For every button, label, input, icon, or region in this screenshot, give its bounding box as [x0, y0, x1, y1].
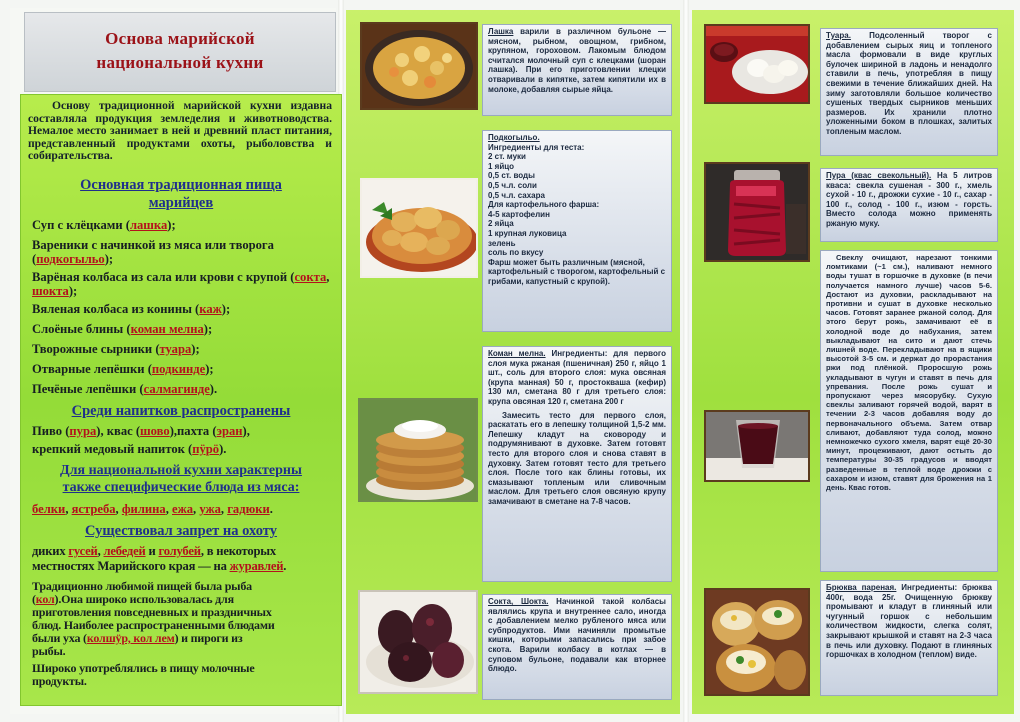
intro-paragraph: Основу традиционной марийской кухни издавна составляла продукция земледелия и животноводства. Немалое место занимает в ней и древний пласт питания, представленный продуктами охоты, рыболовства и собирательства.: [28, 99, 332, 162]
panel-recipes-2: [692, 10, 1014, 714]
recipe-sokta: [482, 594, 672, 700]
meat-name: белки: [32, 502, 66, 516]
meat-name: филина: [121, 502, 166, 516]
dish-line-soup: Суп с клёцками (лашка);: [32, 218, 176, 232]
recipe-podkogylo: [482, 130, 672, 332]
recipe-podkogylo-title: Подкогыльо.: [488, 133, 540, 142]
recipe-line: 0,5 ч.л. сахара: [488, 190, 545, 200]
recipe-bryukva: [820, 580, 998, 696]
fold-line-right: [683, 0, 689, 722]
recipe-tuara-title: Туара.: [826, 31, 851, 40]
meat-list: белки, ястреба, филина, ежа, ужа, гадюки.: [32, 502, 273, 516]
recipe-koman-melna-title: Коман мелна.: [488, 349, 546, 358]
pancake-stack-icon: [360, 400, 478, 502]
fish-paragraph: Традиционно любимой пищей была рыба (кол).Она широко использовалась для приготовления повседневных и праздничных блюд. Наиболее распространенными блюдами были уха (колшӱр, кол лем) и пироги из рыбы.: [32, 579, 275, 658]
heading-drinks: Среди напитков распространены: [71, 403, 291, 419]
recipe-lashka-text: варили в различном бульоне — мясном, рыбном, овощном, грибном, крупяном, гороховом. Лакомым блюдом считался молочный суп с клецками (шоран лашка). При его приготовлении клецки отваривали в кипятке, затем кипятили их в молоке, добавляя сырые яйца.: [488, 27, 666, 94]
recipe-pura-title: Пура (квас свекольный).: [826, 171, 932, 180]
photo-pura-jar: [704, 162, 810, 262]
photo-koman-melna: [358, 398, 478, 502]
drinks-line-2: крепкий медовый напиток (пӱрӧ).: [32, 442, 227, 456]
recipe-line: 2 ст. муки: [488, 152, 526, 162]
meat-name: ужа: [199, 502, 221, 516]
recipe-koman-melna: [482, 346, 672, 582]
photo-tuara: [704, 24, 810, 104]
ban-line-2: местностях Марийского края — на журавлей.: [32, 559, 287, 573]
drink-name-pura: пура: [69, 424, 97, 438]
stuffed-rutabaga-icon: [706, 590, 808, 694]
fish-soup-names: колшӱр, кол лем: [86, 631, 175, 645]
dish-name-kazh: каж: [199, 302, 222, 316]
heading-main-food: [30, 176, 332, 212]
dish-name-tuara: туара: [159, 342, 192, 356]
heading-hunting-ban: Существовал запрет на охоту: [85, 523, 277, 539]
recipe-bryukva-text: Ингредиенты: брюква 400г, вода 25г. Очищенную брюкву промывают и кладут в глиняный или чугунный горшок с небольшим количеством жидкости, слегка солят, закрывают крышкой и ставят на 2-3 часа в печь или духовку. Подают в глиняных горшочках в холодном (теплом) виде.: [826, 583, 993, 660]
soup-pot-icon: [362, 24, 476, 108]
dish-line-bliny: Слоёные блины (коман мелна);: [32, 322, 213, 336]
dish-name-salmaginde: салмагинде: [143, 382, 210, 396]
heading-main-food-line1: Основная традиционная пища: [80, 177, 282, 193]
dish-line-kolbasa: Варёная колбаса из сала или крови с крупой (сокта, шокта);: [32, 270, 330, 298]
dish-line-syrniki: Творожные сырники (туара);: [32, 342, 200, 356]
drink-name-shovo: шово: [140, 424, 170, 438]
recipe-koman-melna-method: Замесить тесто для первого слоя, раскатать его в лепешку толщиной 1,5-2 мм. Лепешку кладут на сковороду и подрумянивают в духовке. Затем готовят тесто для второго слоя и снова ставят в духовку. Затем готовят тесто для третьего слоя. После того как блины готовы, их смазывают топленым или сливочным маслом. Для третьего слоя овсяную крупу замачивают в сметане на 7-8 часов.: [488, 410, 666, 506]
photo-kvas-glass: [704, 410, 810, 482]
recipe-pura-method: [820, 250, 998, 572]
photo-sokta: [358, 590, 478, 694]
drink-name-eran: эран: [216, 424, 243, 438]
heading-meat-line1: Для национальной кухни характерны: [60, 463, 302, 478]
dish-line-kazh: Вяленая колбаса из конины (каж);: [32, 302, 231, 316]
recipe-koman-melna-ingredients: Ингредиенты: для первого слоя мука ржаная (пшеничная) 250 г, яйцо 1 шт., соль для второго слоя: мука овсяная (крупа манная) 50 г, простоквашa (кефир) 130 мл, сметана 80 г для третьего слоя: крупа овсяная 120 г, сметана 200 г: [488, 349, 666, 406]
recipe-line: соль по вкусу: [488, 248, 544, 258]
recipe-bryukva-title: Брюква пареная.: [826, 583, 897, 592]
recipe-line: 1 яйцо: [488, 161, 515, 171]
sausage-icon: [360, 592, 478, 694]
recipe-sokta-title: Сокта, Шокта.: [488, 597, 549, 606]
bird-name-gusi: гусей: [68, 544, 98, 558]
ban-line-1: диких гусей, лебедей и голубей, в некоторых: [32, 544, 276, 558]
dish-name-podkogylo: подкогыльо: [36, 252, 105, 266]
drink-name-pyro: пӱрӧ: [192, 442, 220, 456]
recipe-line: 1 крупная луковица: [488, 228, 567, 238]
meat-name: ежа: [172, 502, 194, 516]
recipe-sokta-text: Начинкой такой колбасы являлись крупа и внутреннее сало, иногда с добавлением мелко рубленого мяса или субпродуктов. Ими начиняли промытые кишки, которыми запасались при забое скота. Варили колбасу в котлах — в суповом бульоне, подавали как вторнее блюдо.: [488, 597, 666, 674]
fish-name-kol: кол: [35, 592, 55, 606]
dish-name-koman-melna: коман мелна: [130, 322, 204, 336]
dish-line-podkinde: Отварные лепёшки (подкинде);: [32, 362, 214, 376]
dish-name-shokta: шокта: [32, 284, 69, 298]
bird-name-golubi: голубей: [158, 544, 201, 558]
dairy-paragraph: Широко употреблялись в пищу молочные продукты.: [32, 661, 255, 688]
recipe-pura-text: На 5 литров кваса: свекла сушеная - 300 г., хмель сухой - 10 г., дрожжи сухие - 10 г., сахар - 100 г., солод - 100 г., изюм - горсть. Вместо солода можно применять ржаную муку.: [826, 171, 992, 228]
dish-line-vareniki: Вареники с начинкой из мяса или творога (подкогыльо);: [32, 238, 274, 266]
title-box: [24, 12, 336, 92]
photo-bryukva: [704, 588, 810, 696]
recipe-line: Ингредиенты для теста:: [488, 142, 585, 152]
recipe-line: 2 яйца: [488, 219, 514, 229]
dish-name-sokta: сокта: [294, 270, 327, 284]
drinks-line-1: Пиво (пура), квас (шово),пахта (эран),: [32, 424, 250, 438]
panel-intro: [10, 8, 336, 714]
title-line-1: Основа марийской: [105, 29, 255, 48]
recipe-tuara: [820, 28, 998, 156]
meat-name: ястреба: [71, 502, 116, 516]
glass-icon: [706, 412, 808, 480]
heading-meat-line2: также специфические блюда из мяса:: [62, 480, 300, 495]
syrniki-plate-icon: [706, 26, 808, 102]
recipe-pura: [820, 168, 998, 242]
title-line-2: национальной кухни: [96, 53, 264, 72]
dish-name-podkinde: подкинде: [151, 362, 206, 376]
recipe-lashka: [482, 24, 672, 116]
recipe-pura-method-text: Свеклу очищают, нарезают тонкими ломтиками (~1 см.), наливают немного воды тушат в горшочке в духовке (в печи получается намного лучше) часов 5-6. Достают из духовки, раскладывают на противни и сушат в духовке несколько часов. Готовят заранее ржаной солод. Для этого берут рожь, замачивают её в холодной воде до набухания, затем выкладывают на сито и дают стечь лишней воде. Перекладывают на в ящики высотой 3-5 см. и держат до прорастания ржи под плёнкой. Проросшую рожь укладывают в чугун и ставят в печь для упревания. После рожь сушат и пропускают через мясорубку. Сухую свеклы заливают горячей водой, варят в течении 2-3 часов добавляя воду до первоначального объема. Затем отвар сливают, добавляют туда солод, можно немножечко сухого хмеля, варят ещё 20-30 минут, процеживают, дают остыть до температуры 30-35 градусов и вводят разведенные в теплой воде дрожжи с сахаром и изюм, ставят для брожения на 1 день. Квас готов.: [826, 253, 992, 493]
heading-meat-dishes: [30, 462, 332, 496]
bird-name-zhuravli: журавлей: [229, 559, 284, 573]
photo-podkogylo: [360, 178, 478, 278]
heading-main-food-line2: марийцев: [148, 195, 214, 211]
recipe-line: зелень: [488, 238, 516, 248]
dumplings-bowl-icon: [362, 180, 478, 278]
recipe-line: Для картофельного фарша:: [488, 200, 600, 210]
beet-jar-icon: [706, 164, 808, 260]
recipe-line: 4-5 картофелин: [488, 209, 550, 219]
recipe-line: 0,5 ч.л. соли: [488, 180, 537, 190]
recipe-line: Фарш может быть различным (мясной, картофельный с творогом, картофельный с грибами, капустный с крупой).: [488, 257, 666, 286]
recipe-line: 0,5 ст. воды: [488, 171, 535, 181]
dish-name-lashka: лашка: [129, 218, 168, 232]
recipe-tuara-text: Подсоленный творог с добавлением сырых яиц и топленого масла формовали в виде круглых булочек шириной в ладонь и ненадолго ставили в печь, употребляя в пищу свежими в течение ближайших дней. На зиму заготовляли большое количество сушеных твердых сырников меньших размеров. Их хранили плотно уложенными боком в плошках, залитых топленым маслом.: [826, 31, 992, 136]
dish-line-salmaginde: Печёные лепёшки (салмагинде).: [32, 382, 218, 396]
photo-lashka-soup: [360, 22, 478, 110]
meat-name: гадюки: [227, 502, 270, 516]
recipe-lashka-title: Лашка: [488, 27, 514, 36]
bird-name-lebedi: лебедей: [103, 544, 146, 558]
panel-recipes-1: [346, 10, 680, 714]
